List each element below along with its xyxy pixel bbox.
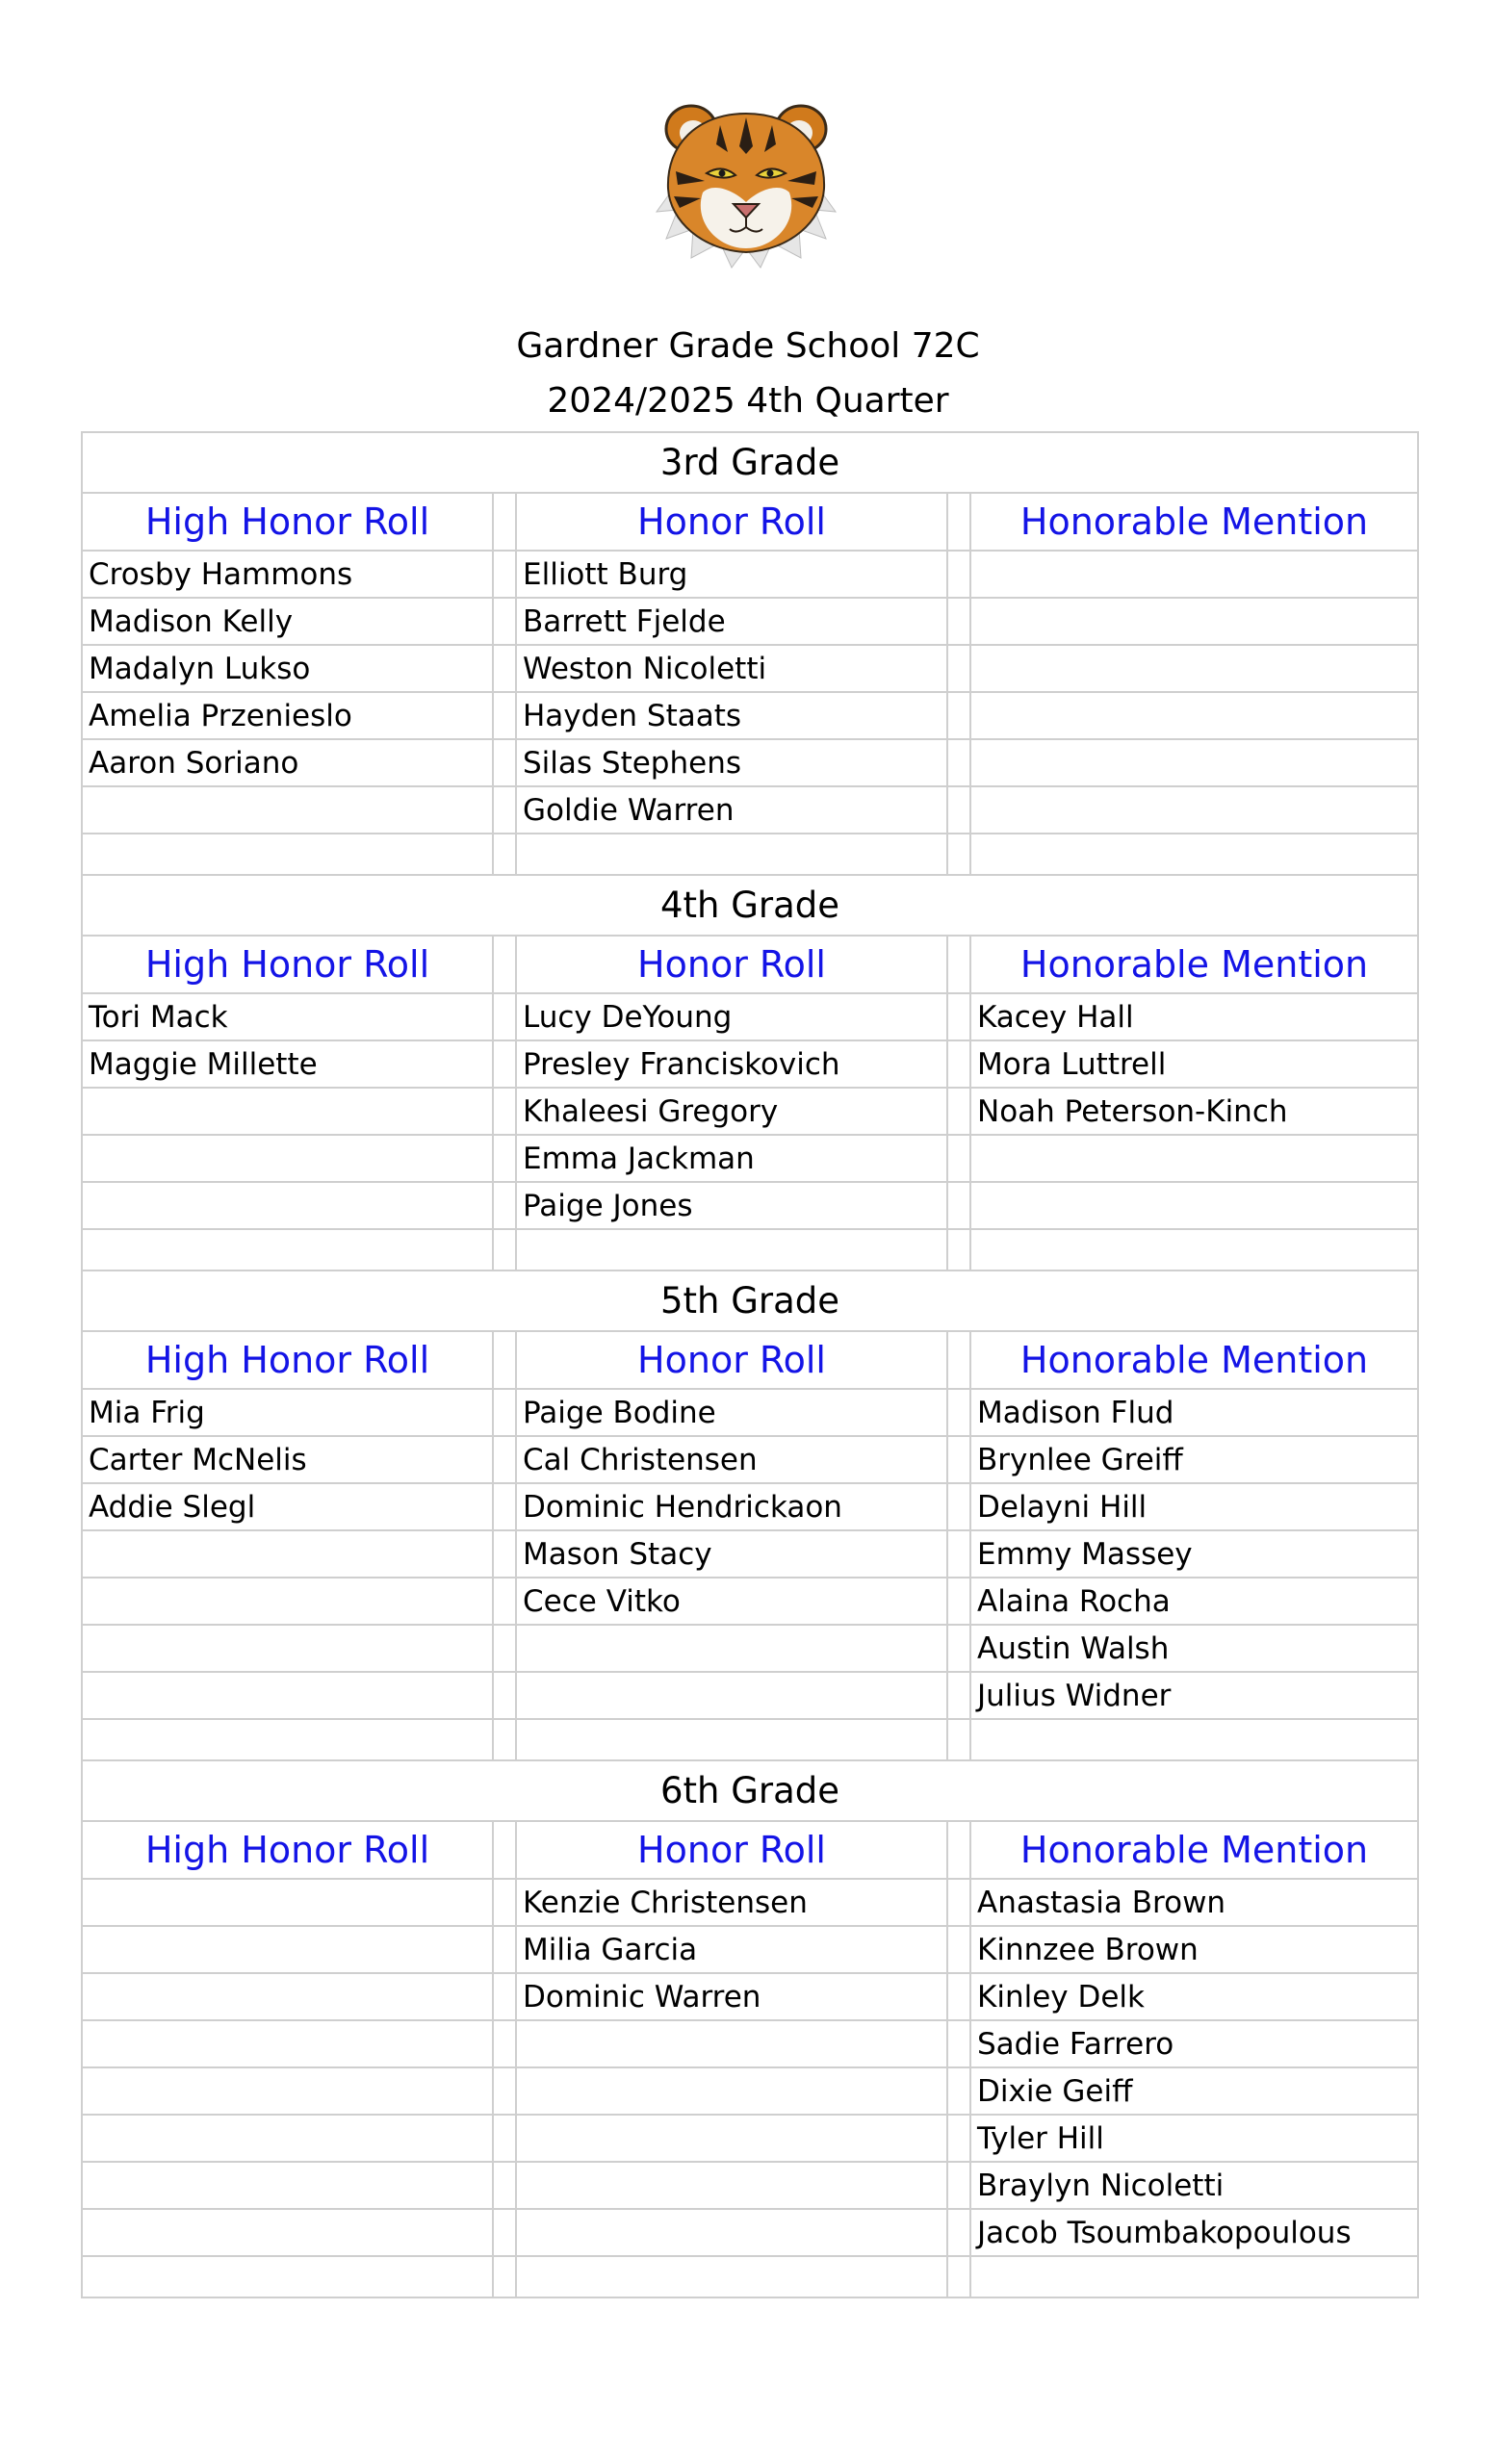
- spacer-cell: [947, 598, 970, 645]
- empty-cell: [82, 1719, 493, 1760]
- table-row: [82, 739, 1418, 786]
- empty-cell: [970, 834, 1418, 875]
- column-header-honor-roll: Honor Roll: [516, 936, 947, 993]
- column-header-honorable-mention: Honorable Mention: [970, 1331, 1418, 1389]
- student-name: Paige Jones: [516, 1182, 947, 1229]
- empty-cell: [82, 2256, 493, 2297]
- honor-roll-table: [81, 431, 1419, 2298]
- student-name: Mason Stacy: [516, 1530, 947, 1578]
- student-name: [516, 2020, 947, 2067]
- student-name: [82, 2067, 493, 2115]
- table-row: [82, 1879, 1418, 1926]
- empty-cell: [82, 1229, 493, 1270]
- student-name: Aaron Soriano: [82, 739, 493, 786]
- column-header-row: [82, 936, 1418, 993]
- student-name: Paige Bodine: [516, 1389, 947, 1436]
- spacer-cell: [493, 1821, 516, 1879]
- spacer-cell: [493, 1926, 516, 1973]
- spacer-cell: [947, 739, 970, 786]
- spacer-cell: [493, 1672, 516, 1719]
- spacer-cell: [947, 1879, 970, 1926]
- table-row: [82, 1672, 1418, 1719]
- spacer-cell: [947, 1331, 970, 1389]
- column-header-honorable-mention: Honorable Mention: [970, 936, 1418, 993]
- student-name: Anastasia Brown: [970, 1879, 1418, 1926]
- spacer-cell: [947, 1578, 970, 1625]
- column-header-row: [82, 1821, 1418, 1879]
- student-name: [82, 1182, 493, 1229]
- spacer-cell: [947, 1389, 970, 1436]
- grade-title: 4th Grade: [82, 875, 1418, 936]
- spacer-cell: [947, 1530, 970, 1578]
- student-name: [516, 1672, 947, 1719]
- student-name: Emmy Massey: [970, 1530, 1418, 1578]
- student-name: Amelia Przenieslo: [82, 692, 493, 739]
- spacer-cell: [947, 1040, 970, 1088]
- table-row: [82, 551, 1418, 598]
- grade-header-row: [82, 432, 1418, 493]
- blank-row: [82, 1719, 1418, 1760]
- student-name: Goldie Warren: [516, 786, 947, 834]
- spacer-cell: [493, 786, 516, 834]
- empty-cell: [82, 834, 493, 875]
- table-row: [82, 1182, 1418, 1229]
- student-name: [970, 1182, 1418, 1229]
- student-name: [82, 1578, 493, 1625]
- table-row: [82, 1530, 1418, 1578]
- spacer-cell: [493, 1973, 516, 2020]
- student-name: Kenzie Christensen: [516, 1879, 947, 1926]
- spacer-cell: [947, 2209, 970, 2256]
- column-header-honor-roll: Honor Roll: [516, 1821, 947, 1879]
- column-header-honor-roll: Honor Roll: [516, 1331, 947, 1389]
- student-name: Kacey Hall: [970, 993, 1418, 1040]
- student-name: Addie Slegl: [82, 1483, 493, 1530]
- empty-cell: [516, 1719, 947, 1760]
- student-name: [82, 1088, 493, 1135]
- column-header-high-honor-roll: High Honor Roll: [82, 936, 493, 993]
- school-name: Gardner Grade School 72C: [516, 326, 980, 366]
- table-row: [82, 1040, 1418, 1088]
- student-name: [82, 2209, 493, 2256]
- student-name: Cal Christensen: [516, 1436, 947, 1483]
- empty-cell: [516, 834, 947, 875]
- student-name: [82, 2115, 493, 2162]
- table-row: [82, 1135, 1418, 1182]
- spacer-cell: [947, 2162, 970, 2209]
- empty-cell: [970, 1719, 1418, 1760]
- tiger-logo: [645, 96, 847, 270]
- blank-row: [82, 1229, 1418, 1270]
- student-name: [970, 551, 1418, 598]
- spacer-cell: [493, 1625, 516, 1672]
- empty-cell: [970, 1229, 1418, 1270]
- spacer-cell: [493, 2020, 516, 2067]
- student-name: Mia Frig: [82, 1389, 493, 1436]
- student-name: Madison Kelly: [82, 598, 493, 645]
- term-label: 2024/2025 4th Quarter: [547, 381, 949, 421]
- student-name: Silas Stephens: [516, 739, 947, 786]
- student-name: Maggie Millette: [82, 1040, 493, 1088]
- spacer-cell: [493, 1530, 516, 1578]
- student-name: Khaleesi Gregory: [516, 1088, 947, 1135]
- student-name: Barrett Fjelde: [516, 598, 947, 645]
- student-name: [82, 2162, 493, 2209]
- spacer-cell: [493, 1879, 516, 1926]
- spacer-cell: [493, 1135, 516, 1182]
- student-name: [970, 739, 1418, 786]
- student-name: Lucy DeYoung: [516, 993, 947, 1040]
- spacer-cell: [493, 493, 516, 551]
- spacer-cell: [947, 1483, 970, 1530]
- student-name: Dominic Hendrickaon: [516, 1483, 947, 1530]
- grade-title: 5th Grade: [82, 1270, 1418, 1331]
- student-name: Crosby Hammons: [82, 551, 493, 598]
- spacer-cell: [947, 493, 970, 551]
- student-name: Hayden Staats: [516, 692, 947, 739]
- spacer-cell: [947, 1436, 970, 1483]
- grade-header-row: [82, 1270, 1418, 1331]
- spacer-cell: [493, 993, 516, 1040]
- table-row: [82, 1625, 1418, 1672]
- table-row: [82, 1389, 1418, 1436]
- spacer-cell: [947, 2067, 970, 2115]
- student-name: Tyler Hill: [970, 2115, 1418, 2162]
- student-name: [970, 692, 1418, 739]
- column-header-honorable-mention: Honorable Mention: [970, 1821, 1418, 1879]
- student-name: [516, 2209, 947, 2256]
- spacer-cell: [493, 551, 516, 598]
- empty-cell: [493, 1229, 516, 1270]
- student-name: Alaina Rocha: [970, 1578, 1418, 1625]
- student-name: Brynlee Greiff: [970, 1436, 1418, 1483]
- spacer-cell: [493, 2162, 516, 2209]
- spacer-cell: [947, 692, 970, 739]
- table-row: [82, 1926, 1418, 1973]
- student-name: Noah Peterson-Kinch: [970, 1088, 1418, 1135]
- student-name: [516, 2162, 947, 2209]
- table-row: [82, 692, 1418, 739]
- student-name: Dominic Warren: [516, 1973, 947, 2020]
- student-name: Julius Widner: [970, 1672, 1418, 1719]
- student-name: Delayni Hill: [970, 1483, 1418, 1530]
- spacer-cell: [493, 739, 516, 786]
- student-name: Milia Garcia: [516, 1926, 947, 1973]
- spacer-cell: [493, 645, 516, 692]
- spacer-cell: [947, 1926, 970, 1973]
- table-row: [82, 2162, 1418, 2209]
- spacer-cell: [947, 1625, 970, 1672]
- spacer-cell: [947, 645, 970, 692]
- student-name: [516, 1625, 947, 1672]
- column-header-honorable-mention: Honorable Mention: [970, 493, 1418, 551]
- spacer-cell: [493, 1040, 516, 1088]
- empty-cell: [493, 2256, 516, 2297]
- spacer-cell: [947, 1182, 970, 1229]
- student-name: [970, 598, 1418, 645]
- student-name: [82, 1973, 493, 2020]
- column-header-row: [82, 493, 1418, 551]
- student-name: Mora Luttrell: [970, 1040, 1418, 1088]
- empty-cell: [947, 1719, 970, 1760]
- table-row: [82, 1088, 1418, 1135]
- student-name: Jacob Tsoumbakopoulous: [970, 2209, 1418, 2256]
- empty-cell: [516, 1229, 947, 1270]
- spacer-cell: [493, 936, 516, 993]
- student-name: Madison Flud: [970, 1389, 1418, 1436]
- student-name: [82, 1672, 493, 1719]
- student-name: Austin Walsh: [970, 1625, 1418, 1672]
- spacer-cell: [493, 1389, 516, 1436]
- column-header-high-honor-roll: High Honor Roll: [82, 493, 493, 551]
- student-name: Elliott Burg: [516, 551, 947, 598]
- spacer-cell: [493, 692, 516, 739]
- grade-title: 3rd Grade: [82, 432, 1418, 493]
- column-header-row: [82, 1331, 1418, 1389]
- empty-cell: [947, 2256, 970, 2297]
- student-name: [970, 786, 1418, 834]
- spacer-cell: [493, 1331, 516, 1389]
- column-header-honor-roll: Honor Roll: [516, 493, 947, 551]
- column-header-high-honor-roll: High Honor Roll: [82, 1331, 493, 1389]
- spacer-cell: [493, 1182, 516, 1229]
- student-name: [82, 1135, 493, 1182]
- student-name: Carter McNelis: [82, 1436, 493, 1483]
- spacer-cell: [947, 1973, 970, 2020]
- spacer-cell: [947, 551, 970, 598]
- grade-header-row: [82, 875, 1418, 936]
- student-name: [82, 1530, 493, 1578]
- spacer-cell: [493, 1088, 516, 1135]
- student-name: [970, 1135, 1418, 1182]
- table-row: [82, 645, 1418, 692]
- empty-cell: [493, 834, 516, 875]
- table-row: [82, 2067, 1418, 2115]
- spacer-cell: [493, 1436, 516, 1483]
- blank-row: [82, 2256, 1418, 2297]
- table-row: [82, 1436, 1418, 1483]
- student-name: [516, 2067, 947, 2115]
- student-name: [82, 2020, 493, 2067]
- student-name: [82, 786, 493, 834]
- table-row: [82, 1483, 1418, 1530]
- spacer-cell: [493, 2209, 516, 2256]
- student-name: [970, 645, 1418, 692]
- spacer-cell: [493, 598, 516, 645]
- spacer-cell: [947, 2020, 970, 2067]
- grade-title: 6th Grade: [82, 1760, 1418, 1821]
- table-row: [82, 786, 1418, 834]
- spacer-cell: [947, 1821, 970, 1879]
- table-row: [82, 1578, 1418, 1625]
- student-name: Sadie Farrero: [970, 2020, 1418, 2067]
- student-name: [82, 1625, 493, 1672]
- student-name: Weston Nicoletti: [516, 645, 947, 692]
- spacer-cell: [947, 2115, 970, 2162]
- spacer-cell: [493, 2115, 516, 2162]
- spacer-cell: [947, 786, 970, 834]
- empty-cell: [947, 1229, 970, 1270]
- student-name: Cece Vitko: [516, 1578, 947, 1625]
- student-name: Emma Jackman: [516, 1135, 947, 1182]
- table-row: [82, 2020, 1418, 2067]
- student-name: [516, 2115, 947, 2162]
- student-name: Kinley Delk: [970, 1973, 1418, 2020]
- spacer-cell: [947, 936, 970, 993]
- table-row: [82, 1973, 1418, 2020]
- table-row: [82, 598, 1418, 645]
- student-name: Tori Mack: [82, 993, 493, 1040]
- spacer-cell: [947, 1135, 970, 1182]
- spacer-cell: [947, 993, 970, 1040]
- column-header-high-honor-roll: High Honor Roll: [82, 1821, 493, 1879]
- empty-cell: [947, 834, 970, 875]
- student-name: Dixie Geiff: [970, 2067, 1418, 2115]
- table-row: [82, 2209, 1418, 2256]
- spacer-cell: [493, 1483, 516, 1530]
- empty-cell: [493, 1719, 516, 1760]
- student-name: Braylyn Nicoletti: [970, 2162, 1418, 2209]
- blank-row: [82, 834, 1418, 875]
- student-name: [82, 1926, 493, 1973]
- table-row: [82, 2115, 1418, 2162]
- spacer-cell: [493, 1578, 516, 1625]
- empty-cell: [516, 2256, 947, 2297]
- grade-header-row: [82, 1760, 1418, 1821]
- student-name: Kinnzee Brown: [970, 1926, 1418, 1973]
- spacer-cell: [493, 2067, 516, 2115]
- student-name: [82, 1879, 493, 1926]
- spacer-cell: [947, 1088, 970, 1135]
- student-name: Madalyn Lukso: [82, 645, 493, 692]
- empty-cell: [970, 2256, 1418, 2297]
- student-name: Presley Franciskovich: [516, 1040, 947, 1088]
- spacer-cell: [947, 1672, 970, 1719]
- table-row: [82, 993, 1418, 1040]
